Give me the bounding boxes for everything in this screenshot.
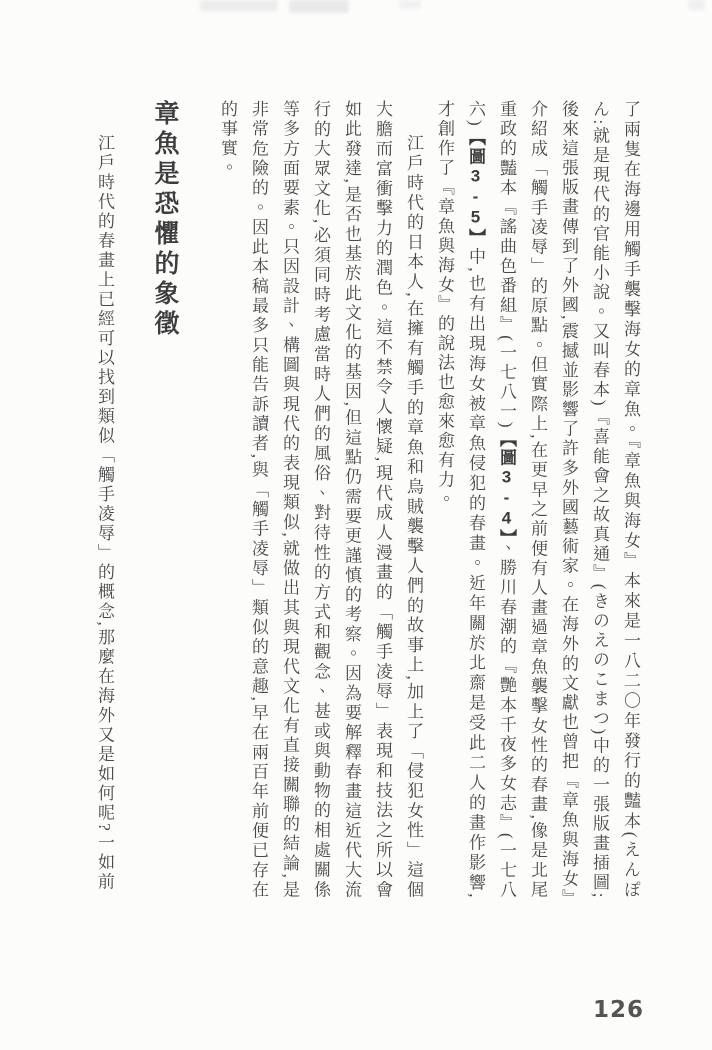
page-number: 126 [592,997,644,1023]
figure-reference: 【圖3-4】 [497,430,516,540]
scan-artifact [289,0,349,13]
paragraph: 江戶時代的春畫上已經可以找到類似「觸手凌辱」的概念,那麼在海外又是如何呢?一如前 [95,134,114,892]
paragraph: 江戶時代的日本人,在擁有觸手的章魚和烏賊襲擊人們的故事上,加上了「侵犯女性」這個大膽而富衝擊力的潤色。這不禁令人懷疑,現代成人漫畫的「觸手凌辱」表現和技法之所以會如此發達,是否也基於此文化的基因,但這點仍需要更謹慎的考察。因為要解釋春畫這近代大流行的大眾文化,必須同時考慮當時人們的風俗、對待性的方式和觀念、甚或與動物的相處關係等多方面要素。只因設計、構圖與現代的表現類似,就做出其與現代文化有直接關聯的結論,是非常危險的。因此本稿最多只能告訴讀者,與「觸手凌辱」類似的意趣,早在兩百年前便已存在的事實。 [218,100,423,900]
scan-artifact [688,0,705,10]
scan-artifact [200,0,278,11]
scan-artifact [399,0,421,9]
text-segment: 中,也有出現海女被章魚侵犯的春畫。近年關於北齋是受此二人的畫作影響,才創作了『章魚與海女』的說法也愈來愈有力。 [435,100,485,901]
vertical-text-block [89,100,646,900]
section-heading: 章魚是恐懼的象徵 [151,100,179,340]
figure-reference: 【圖3-5】 [466,128,485,248]
text-segment: 了兩隻在海邊用觸手襲擊海女的章魚。『章魚與海女』本來是一八二〇年發行的豔本(えんぽん:就是現代的官能小說。又叫春本)『喜能會之故真通』(きのえのこまつ)中的一張版畫插圖;後來這張版畫傳到了外國,震撼並影響了許多外國藝術家。在海外的文獻也曾把『章魚與海女』介紹成「觸手凌辱」的原點。但實際上,在更早之前便有人畫過章魚襲擊女性的春畫,像是北尾重政的豔本『謠曲色番組』(一七八一) [497,100,640,900]
text-segment: 、勝川春潮的『艷本千夜多女志』(一七八六) [466,100,516,900]
paragraph-continuation [429,100,646,900]
